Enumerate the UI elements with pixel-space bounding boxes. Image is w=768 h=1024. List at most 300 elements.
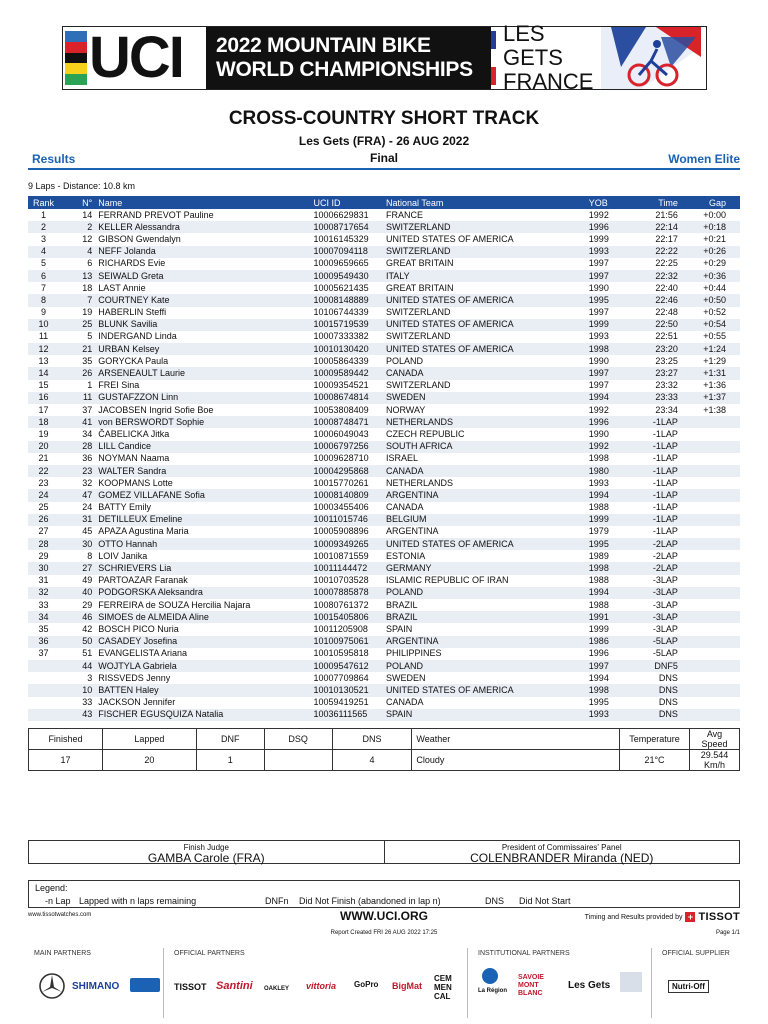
rider-name-cell: FREI Sina: [98, 380, 140, 391]
rank-cell: 26: [28, 514, 59, 526]
national-team-cell: ITALY: [384, 270, 587, 282]
gap-cell: +1:31: [680, 367, 740, 379]
rider-name-cell: KELLER Alessandra: [96, 221, 311, 233]
cyclist-artwork: [601, 27, 706, 89]
rank-cell: 17: [38, 404, 49, 415]
results-header-row: [28, 196, 740, 209]
time-cell: -5LAP: [652, 648, 678, 659]
time-cell: -1LAP: [628, 514, 680, 526]
supplier-logo: Nutri-Off: [668, 980, 709, 993]
uci-id-cell: 10008140809: [312, 489, 384, 501]
time-cell: -1LAP: [628, 465, 680, 477]
vittoria-logo: vittoria: [306, 981, 337, 991]
time-cell: 23:27: [628, 367, 680, 379]
time-cell: -3LAP: [628, 611, 680, 623]
summary-temperature-label: Temperature: [620, 729, 690, 750]
table-row: [28, 294, 740, 306]
yob-cell: 1999: [587, 514, 628, 526]
bib-number-cell: 36: [82, 453, 93, 464]
official-supplier-label: OFFICIAL SUPPLIER: [662, 950, 730, 957]
rank-cell: [28, 697, 59, 709]
rank-cell: 6: [28, 270, 59, 282]
rank-cell: 31: [38, 575, 49, 586]
round-label: Final: [369, 151, 398, 165]
table-row: [28, 587, 740, 599]
bib-number-cell: 11: [59, 392, 96, 404]
national-team-cell: UNITED STATES OF AMERICA: [384, 294, 587, 306]
main-partners: [28, 948, 164, 1018]
time-cell: 22:25: [655, 258, 678, 269]
yob-cell: 1990: [588, 428, 609, 439]
laps-distance-info: 9 Laps - Distance: 10.8 km: [28, 181, 136, 191]
national-team-cell: BELGIUM: [384, 514, 587, 526]
table-row: [28, 233, 740, 245]
rider-name-cell: CASADEY Josefina: [96, 636, 311, 648]
gap-cell: +1:24: [680, 343, 740, 355]
national-team-cell: CZECH REPUBLIC: [385, 428, 465, 439]
national-team-cell: POLAND: [384, 660, 587, 672]
yob-cell: 1999: [588, 623, 609, 634]
summary-dsq-value: [264, 750, 332, 771]
gap-cell: +1:29: [703, 355, 726, 366]
table-row: [28, 441, 740, 453]
national-team-cell: NORWAY: [385, 404, 426, 415]
time-cell: DNS: [658, 672, 678, 683]
table-row: [28, 611, 740, 623]
gap-cell: +0:00: [703, 209, 726, 220]
time-cell: 22:32: [628, 270, 680, 282]
table-row: [28, 404, 740, 416]
gap-cell: +0:50: [680, 294, 740, 306]
national-team-cell: CANADA: [384, 465, 587, 477]
table-row: [28, 258, 740, 270]
national-team-cell: SWITZERLAND: [385, 307, 451, 318]
rider-name-cell: FISCHER EGUSQUIZA Natalia: [96, 709, 311, 721]
national-team-cell: BRAZIL: [384, 611, 587, 623]
rider-name-cell: BATTY Emily: [98, 502, 151, 513]
uci-id-cell: 10007885878: [312, 587, 384, 599]
time-cell: -1LAP: [652, 428, 678, 439]
rank-cell: 13: [38, 355, 49, 366]
uci-id-cell: 10009589442: [312, 367, 384, 379]
table-row: [28, 282, 740, 294]
time-cell: DNS: [658, 697, 678, 708]
gap-cell: [680, 441, 740, 453]
national-team-cell: NETHERLANDS: [384, 416, 587, 428]
bib-number-cell: 10: [59, 684, 96, 696]
summary-finished-value: 17: [29, 750, 103, 771]
uci-id-cell: 10036111565: [312, 709, 384, 721]
commencal-logo: CEM MEN CAL: [434, 974, 452, 1001]
regional-crest-icon: [620, 972, 642, 992]
time-cell: -2LAP: [652, 550, 678, 561]
rank-cell: 5: [41, 258, 47, 269]
yob-cell: 1997: [587, 367, 628, 379]
yob-cell: 1992: [588, 209, 609, 220]
table-row: [28, 367, 740, 379]
time-cell: -2LAP: [628, 562, 680, 574]
time-cell: 22:51: [655, 331, 678, 342]
rank-cell: 37: [38, 648, 49, 659]
yob-cell: 1992: [588, 404, 609, 415]
gap-cell: [680, 477, 740, 489]
table-row: [28, 380, 740, 392]
time-cell: -2LAP: [628, 538, 680, 550]
gap-cell: [680, 587, 740, 599]
national-team-cell: ARGENTINA: [384, 636, 587, 648]
table-row: [28, 660, 740, 672]
gap-cell: [680, 502, 740, 514]
time-cell: -1LAP: [628, 441, 680, 453]
partners-separator: [651, 948, 652, 1018]
table-row: [28, 684, 740, 696]
uci-id-cell: 10009547612: [312, 660, 384, 672]
yob-cell: 1995: [588, 697, 609, 708]
yob-cell: 1994: [587, 392, 628, 404]
gap-cell: [680, 428, 740, 440]
table-row: [28, 307, 740, 319]
gap-cell: [680, 416, 740, 428]
bib-number-cell: 43: [59, 709, 96, 721]
time-cell: 22:48: [655, 307, 678, 318]
rider-name-cell: von BERSWORDT Sophie: [96, 416, 311, 428]
rider-name-cell: ARSENEAULT Laurie: [96, 367, 311, 379]
la-region-icon: [482, 968, 498, 984]
yob-cell: 1989: [588, 550, 609, 561]
rank-cell: 21: [38, 453, 49, 464]
rider-name-cell: NEFF Jolanda: [96, 246, 311, 258]
col-gap-header: Gap: [680, 196, 740, 209]
institutional-partners: [472, 948, 652, 1018]
rank-cell: 33: [38, 599, 49, 610]
uci-id-cell: 10010595818: [313, 648, 369, 659]
bib-number-cell: 50: [59, 636, 96, 648]
time-cell: -1LAP: [628, 489, 680, 501]
yob-cell: 1979: [588, 526, 609, 537]
legend-dnf-code: DNFn: [265, 896, 289, 906]
table-row: [28, 697, 740, 709]
finish-judge-name: GAMBA Carole (FRA): [147, 851, 265, 865]
rider-name-cell: DETILLEUX Emeline: [96, 514, 311, 526]
table-row: [28, 623, 740, 635]
yob-cell: 1998: [587, 562, 628, 574]
rank-cell: [28, 709, 59, 721]
rank-cell: 29: [38, 550, 49, 561]
banner-location-line2: FRANCE: [503, 69, 594, 94]
table-row: [28, 562, 740, 574]
uci-id-cell: 10011205908: [313, 623, 368, 634]
gap-cell: [680, 465, 740, 477]
table-row: [28, 550, 740, 562]
national-team-cell: SWEDEN: [384, 392, 587, 404]
legend-lap-desc: Lapped with n laps remaining: [79, 896, 197, 906]
bib-number-cell: 29: [82, 599, 93, 610]
uci-id-cell: 10004295868: [312, 465, 384, 477]
time-cell: 21:56: [655, 209, 678, 220]
banner-location-line1: LES GETS: [503, 21, 563, 70]
uci-id-cell: 10006049043: [313, 428, 369, 439]
institutional-partners-label: INSTITUTIONAL PARTNERS: [478, 950, 570, 957]
rider-name-cell: HABERLIN Steffi: [98, 307, 167, 318]
uci-id-cell: 10010871559: [313, 550, 369, 561]
col-rank-header: Rank: [28, 196, 59, 209]
uci-id-cell: 10053808409: [313, 404, 369, 415]
uci-id-cell: 10007094118: [312, 246, 384, 258]
table-row: [28, 416, 740, 428]
legend-dns-desc: Did Not Start: [519, 896, 571, 906]
rank-cell: 23: [38, 477, 49, 488]
rider-name-cell: ČABELICKA Jitka: [98, 428, 170, 439]
bib-number-cell: 1: [87, 380, 93, 391]
gap-cell: [680, 636, 740, 648]
main-partners-label: MAIN PARTNERS: [34, 950, 91, 957]
national-team-cell: CANADA: [385, 697, 424, 708]
bib-number-cell: 24: [82, 502, 93, 513]
legend-dnf-desc: Did Not Finish (abandoned in lap n): [299, 896, 441, 906]
national-team-cell: BRAZIL: [385, 599, 418, 610]
table-row: [28, 648, 740, 660]
official-partners: [168, 948, 468, 1018]
yob-cell: 1998: [588, 453, 609, 464]
rainbow-stripes: [65, 31, 87, 85]
table-row: [28, 538, 740, 550]
time-cell: 23:25: [655, 355, 678, 366]
national-team-cell: SPAIN: [385, 623, 413, 634]
bib-number-cell: 30: [59, 538, 96, 550]
uci-id-cell: 10009354521: [313, 380, 369, 391]
time-cell: -1LAP: [628, 416, 680, 428]
uci-id-cell: 10008674814: [312, 392, 384, 404]
legend-box: [28, 880, 740, 908]
rank-cell: 3: [41, 233, 47, 244]
yob-cell: 1998: [587, 343, 628, 355]
legend-dns-code: DNS: [485, 896, 505, 906]
table-row: [28, 343, 740, 355]
yob-cell: 1998: [587, 684, 628, 696]
rider-name-cell: GOMEZ VILLAFANE Sofia: [96, 489, 311, 501]
time-cell: 22:50: [628, 319, 680, 331]
table-row: [28, 636, 740, 648]
gap-cell: [680, 526, 740, 538]
yob-cell: 1980: [587, 465, 628, 477]
tissot-cross-icon: +: [685, 912, 695, 922]
la-region-logo: La Région: [478, 988, 508, 994]
summary-finished-label: Finished: [29, 729, 103, 750]
page-title: CROSS-COUNTRY SHORT TRACK: [228, 108, 540, 129]
rider-name-cell: BLUNK Savilia: [96, 319, 311, 331]
tissot-url[interactable]: www.tissotwatches.com: [28, 912, 92, 918]
rank-cell: 19: [38, 428, 49, 439]
rider-name-cell: APAZA Agustina Maria: [98, 526, 189, 537]
time-cell: 23:20: [628, 343, 680, 355]
commissaires-president: [385, 841, 740, 863]
table-row: [28, 465, 740, 477]
gap-cell: [680, 660, 740, 672]
rank-cell: 28: [28, 538, 59, 550]
table-row: [28, 575, 740, 587]
rider-name-cell: PODGORSKA Aleksandra: [96, 587, 311, 599]
bib-number-cell: 31: [59, 514, 96, 526]
bib-number-cell: 34: [82, 428, 93, 439]
bib-number-cell: 27: [59, 562, 96, 574]
time-cell: -3LAP: [652, 599, 678, 610]
summary-dns-value: 4: [332, 750, 412, 771]
national-team-cell: SPAIN: [384, 709, 587, 721]
table-row: [28, 526, 740, 538]
table-row: [28, 246, 740, 258]
uci-id-cell: 10080761372: [313, 599, 369, 610]
bib-number-cell: 5: [87, 331, 93, 342]
time-cell: 23:34: [655, 404, 678, 415]
col-name-header: Name: [96, 196, 311, 209]
table-row: [28, 502, 740, 514]
table-row: [28, 672, 740, 684]
table-row: [28, 355, 740, 367]
rider-name-cell: JACKSON Jennifer: [98, 697, 176, 708]
rank-cell: 35: [38, 623, 49, 634]
rider-name-cell: SIMOES de ALMEIDA Aline: [96, 611, 311, 623]
rank-cell: 4: [28, 246, 59, 258]
rank-cell: 34: [28, 611, 59, 623]
bib-number-cell: 25: [59, 319, 96, 331]
national-team-cell: SWEDEN: [385, 672, 426, 683]
bigmat-logo: BigMat: [392, 981, 422, 991]
results-body: [28, 209, 740, 721]
timing-credit-text: Timing and Results provided by: [584, 913, 683, 921]
table-row: [28, 392, 740, 404]
bib-number-cell: 45: [82, 526, 93, 537]
rank-cell: 11: [38, 331, 49, 342]
gap-cell: +0:21: [703, 233, 726, 244]
finish-judge: [29, 841, 385, 863]
uci-id-cell: 10008148889: [312, 294, 384, 306]
summary-header-row: [29, 729, 740, 750]
official-partners-label: OFFICIAL PARTNERS: [174, 950, 245, 957]
table-row: [28, 319, 740, 331]
bib-number-cell: 12: [82, 233, 93, 244]
yob-cell: 1993: [588, 331, 609, 342]
uci-id-cell: 10006797256: [312, 441, 384, 453]
officials-box: [28, 840, 740, 864]
time-cell: -3LAP: [628, 587, 680, 599]
national-team-cell: UNITED STATES OF AMERICA: [384, 319, 587, 331]
bib-number-cell: 46: [59, 611, 96, 623]
national-team-cell: SWITZERLAND: [384, 246, 587, 258]
rider-name-cell: COURTNEY Kate: [96, 294, 311, 306]
santini-logo: Santini: [216, 980, 253, 992]
uci-id-cell: 10011144472: [312, 562, 384, 574]
rider-name-cell: INDERGAND Linda: [98, 331, 177, 342]
table-row: [28, 221, 740, 233]
rank-cell: 12: [28, 343, 59, 355]
uci-id-cell: 10007333382: [313, 331, 369, 342]
championship-banner: [62, 21, 707, 94]
partners-separator: [467, 948, 468, 1018]
gap-cell: [680, 672, 740, 684]
gap-cell: [680, 550, 740, 562]
national-team-cell: ARGENTINA: [385, 526, 439, 537]
national-team-cell: GREAT BRITAIN: [385, 282, 454, 293]
gap-cell: +0:26: [680, 246, 740, 258]
rider-name-cell: GORYCKA Paula: [98, 355, 169, 366]
rider-name-cell: PARTOAZAR Faranak: [98, 575, 188, 586]
bib-number-cell: 2: [59, 221, 96, 233]
time-cell: 22:40: [655, 282, 678, 293]
bib-number-cell: 41: [59, 416, 96, 428]
col-yob-header: YOB: [587, 196, 628, 209]
partners-strip: [28, 948, 740, 1018]
national-team-cell: PHILIPPINES: [385, 648, 442, 659]
bib-number-cell: 47: [59, 489, 96, 501]
uci-id-cell: 10008748471: [312, 416, 384, 428]
gap-cell: [680, 623, 740, 635]
national-team-cell: ESTONIA: [385, 550, 426, 561]
bib-number-cell: 37: [82, 404, 93, 415]
col-uci-id-header: UCI ID: [312, 196, 384, 209]
rank-cell: 27: [38, 526, 49, 537]
gap-cell: [680, 514, 740, 526]
gap-cell: [680, 611, 740, 623]
finish-judge-label: Finish Judge: [183, 843, 229, 852]
gap-cell: [680, 648, 740, 660]
gap-cell: +0:52: [703, 307, 726, 318]
rank-cell: 22: [28, 465, 59, 477]
rider-name-cell: LILL Candice: [96, 441, 311, 453]
bib-number-cell: 3: [87, 672, 93, 683]
time-cell: -1LAP: [652, 453, 678, 464]
uci-id-cell: 10009549430: [312, 270, 384, 282]
uci-id-cell: 10015405806: [312, 611, 384, 623]
results-link[interactable]: Results: [32, 152, 76, 166]
national-team-cell: CANADA: [385, 502, 424, 513]
uci-id-cell: 10005864339: [313, 355, 369, 366]
rider-name-cell: GIBSON Gwendalyn: [98, 233, 181, 244]
bib-number-cell: 28: [59, 441, 96, 453]
bib-number-cell: 44: [59, 660, 96, 672]
bib-number-cell: 26: [59, 367, 96, 379]
gap-cell: +0:55: [703, 331, 726, 342]
col-number-header: N°: [59, 196, 96, 209]
gap-cell: +0:36: [680, 270, 740, 282]
time-cell: 23:32: [655, 380, 678, 391]
bib-number-cell: 35: [82, 355, 93, 366]
legend-lap-code: -n Lap: [45, 896, 71, 906]
yob-cell: 1994: [588, 672, 609, 683]
uci-id-cell: 10003455406: [313, 502, 369, 513]
national-team-cell: GERMANY: [384, 562, 587, 574]
table-row: [28, 209, 740, 221]
uci-id-cell: 10016145329: [313, 233, 369, 244]
yob-cell: 1988: [588, 575, 609, 586]
gap-cell: [680, 697, 740, 709]
report-created: Report Created FRI 26 AUG 2022 17:25: [330, 930, 438, 936]
summary-lapped-label: Lapped: [102, 729, 196, 750]
national-team-cell: SOUTH AFRICA: [384, 441, 587, 453]
uci-id-cell: 10100975061: [312, 636, 384, 648]
gap-cell: +0:29: [703, 258, 726, 269]
yob-cell: 1993: [588, 477, 609, 488]
rider-name-cell: URBAN Kelsey: [96, 343, 311, 355]
mercedes-logo-icon: [38, 972, 66, 1000]
uci-url[interactable]: WWW.UCI.ORG: [340, 909, 428, 923]
rank-cell: 20: [28, 441, 59, 453]
rider-name-cell: NOYMAN Naama: [98, 453, 170, 464]
national-team-cell: ARGENTINA: [384, 489, 587, 501]
timing-credit: [585, 911, 740, 923]
table-row: [28, 477, 740, 489]
uci-id-cell: 10007709864: [313, 672, 369, 683]
rank-cell: 32: [28, 587, 59, 599]
